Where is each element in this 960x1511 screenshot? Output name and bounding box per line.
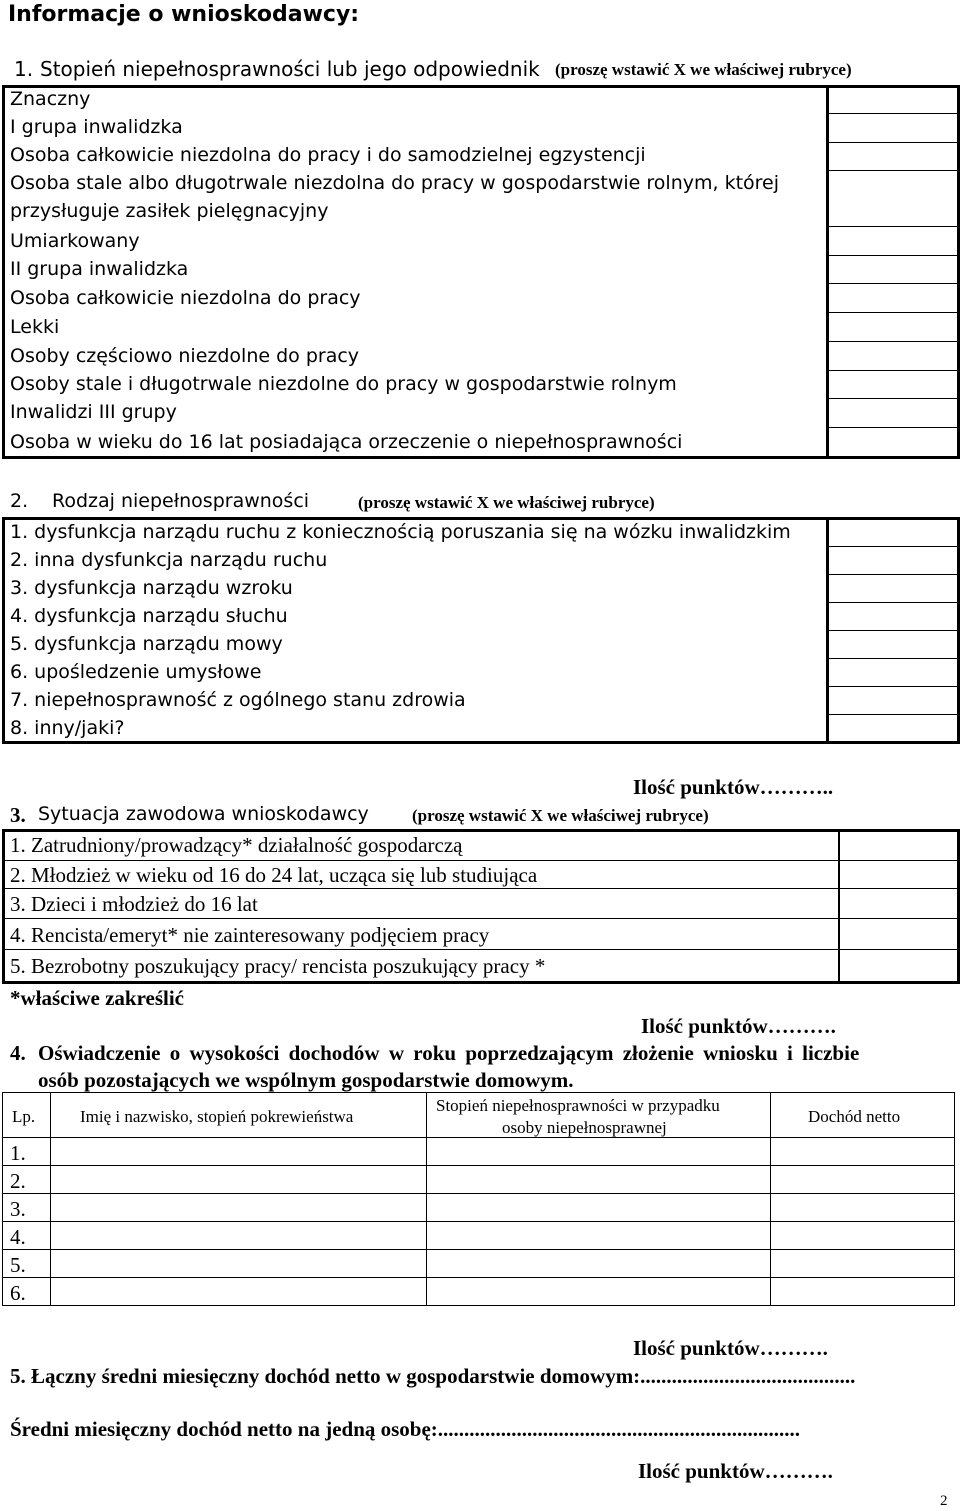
col-header-income: Dochód netto xyxy=(808,1107,901,1126)
s2-row-divider xyxy=(826,546,960,547)
footnote: *właściwe zakreślić xyxy=(10,986,184,1010)
s2-row-divider xyxy=(826,630,960,631)
employment-option: 1. Zatrudniony/prowadzący* działalność gospodarczą xyxy=(10,833,463,857)
disability-degree-option-cont: przysługuje zasiłek pielęgnacyjny xyxy=(10,200,329,222)
section3-note: (proszę wstawić X we właściwej rubryce) xyxy=(412,806,709,825)
section2-note: (proszę wstawić X we właściwej rubryce) xyxy=(358,493,655,512)
section2-points: Ilość punktów……….. xyxy=(633,775,834,799)
s3-row-divider xyxy=(2,860,960,861)
col-header-lp: Lp. xyxy=(12,1107,36,1126)
s4-row-divider xyxy=(2,1249,955,1250)
s1-bottom-border xyxy=(2,456,960,459)
disability-degree-option: Osoba stale albo długotrwale niezdolna do pracy w gospodarstwie rolnym, której xyxy=(10,172,780,194)
s1-left-border xyxy=(2,85,5,459)
s1-row-divider xyxy=(826,427,960,428)
disability-type-option: 2. inna dysfunkcja narządu ruchu xyxy=(10,549,328,571)
disability-type-option: 4. dysfunkcja narządu słuchu xyxy=(10,605,288,627)
disability-degree-option: Inwalidzi III grupy xyxy=(10,401,177,423)
s3-top-border xyxy=(2,829,959,832)
section4-heading-line1: Oświadczenie o wysokości dochodów w roku poprzedzającym złożenie wniosku i liczbie xyxy=(38,1041,860,1065)
household-row-number: 3. xyxy=(10,1197,26,1221)
disability-degree-option: Osoby częściowo niezdolne do pracy xyxy=(10,345,360,367)
s3-bottom-border xyxy=(2,981,960,984)
section1-number: 1. xyxy=(14,57,34,81)
s2-row-divider xyxy=(826,714,960,715)
disability-type-option: 3. dysfunkcja narządu wzroku xyxy=(10,577,293,599)
section4-number: 4. xyxy=(10,1041,26,1065)
employment-option: 3. Dzieci i młodzież do 16 lat xyxy=(10,892,258,916)
section3-points: Ilość punktów………. xyxy=(641,1014,836,1038)
section4-points: Ilość punktów………. xyxy=(633,1336,828,1360)
disability-degree-option: Osoba w wieku do 16 lat posiadająca orzeczenie o niepełnosprawności xyxy=(10,431,683,453)
s4-col-border xyxy=(426,1092,427,1306)
s1-row-divider xyxy=(826,226,960,227)
s4-col-border xyxy=(954,1092,955,1306)
disability-type-option: 1. dysfunkcja narządu ruchu z koniecznością poruszania się na wózku inwalidzkim xyxy=(10,521,791,543)
s3-left-border xyxy=(2,829,5,984)
s1-row-divider xyxy=(826,341,960,342)
group-label-znaczny: Znaczny xyxy=(10,88,91,110)
household-row-number: 4. xyxy=(10,1225,26,1249)
household-row-number: 5. xyxy=(10,1253,26,1277)
page-number: 2 xyxy=(940,1493,948,1509)
s1-row-divider xyxy=(826,255,960,256)
s4-top-border xyxy=(2,1092,955,1093)
disability-type-option: 8. inny/jaki? xyxy=(10,717,125,739)
household-row-number: 1. xyxy=(10,1141,26,1165)
s1-row-divider xyxy=(826,370,960,371)
s3-row-divider xyxy=(2,949,960,950)
disability-type-option: 7. niepełnosprawność z ogólnego stanu zdrowia xyxy=(10,689,466,711)
section1-heading: Stopień niepełnosprawności lub jego odpowiednik xyxy=(40,57,540,81)
s2-top-border xyxy=(2,517,960,520)
s4-row-divider xyxy=(2,1193,955,1194)
disability-degree-option: I grupa inwalidzka xyxy=(10,116,183,138)
household-row-number: 6. xyxy=(10,1281,26,1305)
s1-row-divider xyxy=(826,113,960,114)
disability-degree-option: Osoby stale i długotrwale niezdolne do pracy w gospodarstwie rolnym xyxy=(10,373,677,395)
s2-row-divider xyxy=(826,686,960,687)
disability-type-option: 5. dysfunkcja narządu mowy xyxy=(10,633,283,655)
group-label-umiarkowany: Umiarkowany xyxy=(10,230,140,252)
s1-top-border xyxy=(2,85,960,88)
s4-col-border xyxy=(2,1092,3,1306)
s2-bottom-border xyxy=(2,741,960,744)
section3-heading: Sytuacja zawodowa wnioskodawcy xyxy=(38,803,369,825)
s4-col-border xyxy=(50,1092,51,1306)
s2-row-divider xyxy=(826,574,960,575)
household-row-number: 2. xyxy=(10,1169,26,1193)
s1-row-divider xyxy=(826,283,960,284)
disability-type-option: 6. upośledzenie umysłowe xyxy=(10,661,262,683)
s2-row-divider xyxy=(826,602,960,603)
group-label-lekki: Lekki xyxy=(10,316,60,338)
col-header-name: Imię i nazwisko, stopień pokrewieństwa xyxy=(80,1107,354,1126)
s4-col-border xyxy=(770,1092,771,1306)
s1-row-divider xyxy=(826,170,960,171)
section5-household-income: 5. Łączny średni miesięczny dochód netto w gospodarstwie domowym:......................................... xyxy=(10,1364,856,1388)
section5-points: Ilość punktów………. xyxy=(638,1459,833,1483)
page-title: Informacje o wnioskodawcy: xyxy=(8,2,360,27)
per-person-income: Średni miesięczny dochód netto na jedną osobę:..................................................................... xyxy=(10,1417,801,1441)
employment-option: 4. Rencista/emeryt* nie zainteresowany podjęciem pracy xyxy=(10,923,490,947)
s4-row-divider xyxy=(2,1165,955,1166)
col-header-disability-cont: osoby niepełnosprawnej xyxy=(502,1118,667,1137)
s2-row-divider xyxy=(826,658,960,659)
s4-row-divider xyxy=(2,1221,955,1222)
employment-option: 2. Młodzież w wieku od 16 do 24 lat, ucząca się lub studiująca xyxy=(10,863,538,887)
employment-option: 5. Bezrobotny poszukujący pracy/ rencista poszukujący pracy * xyxy=(10,954,546,978)
s1-row-divider xyxy=(826,142,960,143)
s4-bottom-border xyxy=(2,1305,955,1306)
s4-row-divider xyxy=(2,1277,955,1278)
s3-row-divider xyxy=(2,888,960,889)
s1-row-divider xyxy=(826,398,960,399)
disability-degree-option: Osoba całkowicie niezdolna do pracy i do samodzielnej egzystencji xyxy=(10,144,646,166)
s4-header-bottom xyxy=(2,1137,955,1138)
s2-left-border xyxy=(2,517,5,744)
disability-degree-option: II grupa inwalidzka xyxy=(10,258,189,280)
disability-degree-option: Osoba całkowicie niezdolna do pracy xyxy=(10,287,361,309)
section2-number: 2. xyxy=(10,490,29,512)
section2-heading: Rodzaj niepełnosprawności xyxy=(52,490,310,512)
section1-note: (proszę wstawić X we właściwej rubryce) xyxy=(555,60,852,79)
section4-heading-line2: osób pozostających we wspólnym gospodarstwie domowym. xyxy=(38,1068,574,1092)
s3-mid-border xyxy=(838,829,840,984)
section3-number: 3. xyxy=(10,803,26,827)
col-header-disability: Stopień niepełnosprawności w przypadku xyxy=(436,1096,720,1115)
s1-row-divider xyxy=(826,312,960,313)
s3-row-divider xyxy=(2,918,960,919)
